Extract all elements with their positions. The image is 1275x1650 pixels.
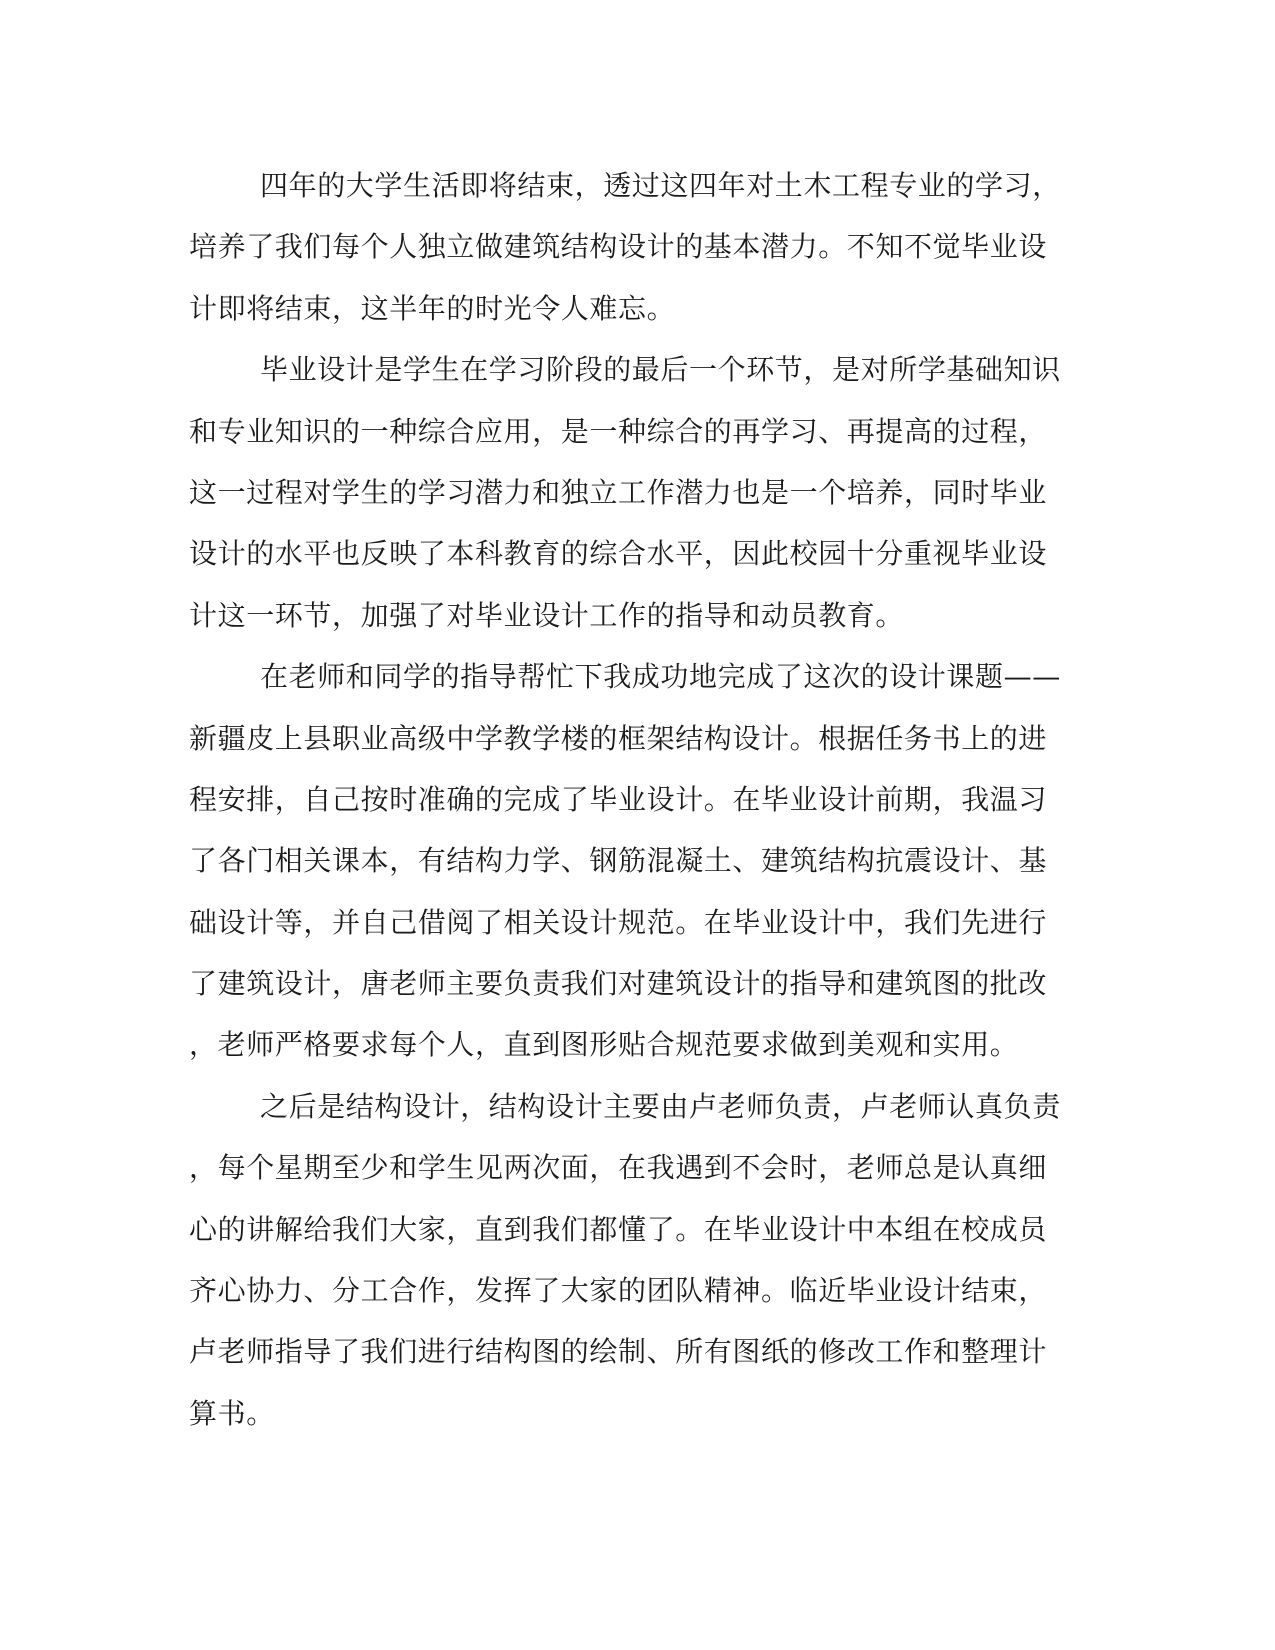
paragraph-line: 础设计等，并自己借阅了相关设计规范。在毕业设计中，我们先进行 [189,905,1048,939]
paragraph-line: 设计的水平也反映了本科教育的综合水平，因此校园十分重视毕业设 [189,537,1048,571]
paragraph-line: 计这一环节，加强了对毕业设计工作的指导和动员教育。 [189,598,905,632]
paragraph-line: 程安排，自己按时准确的完成了毕业设计。在毕业设计前期，我温习 [189,782,1048,816]
paragraph-line: ，老师严格要求每个人，直到图形贴合规范要求做到美观和实用。 [189,1028,1019,1062]
paragraph-line: ，每个星期至少和学生见两次面，在我遇到不会时，老师总是认真细 [189,1151,1048,1185]
paragraph-line: 之后是结构设计，结构设计主要由卢老师负责，卢老师认真负责 [260,1089,1061,1123]
paragraph-line: 培养了我们每个人独立做建筑结构设计的基本潜力。不知不觉毕业设 [189,230,1048,264]
document-body [189,155,1089,1444]
paragraph-line: 在老师和同学的指导帮忙下我成功地完成了这次的设计课题—— [260,660,1061,694]
paragraph-4 [189,1076,1089,1444]
paragraph-line: 四年的大学生活即将结束，透过这四年对土木工程专业的学习， [260,169,1061,202]
paragraph-line: 卢老师指导了我们进行结构图的绘制、所有图纸的修改工作和整理计 [189,1335,1048,1369]
paragraph-line: 计即将结束，这半年的时光令人难忘。 [189,291,676,325]
paragraph-line: 毕业设计是学生在学习阶段的最后一个环节，是对所学基础知识 [260,353,1061,387]
paragraph-line: 心的讲解给我们大家，直到我们都懂了。在毕业设计中本组在校成员 [189,1212,1048,1246]
paragraph-line: 和专业知识的一种综合应用，是一种综合的再学习、再提高的过程， [189,414,1048,448]
paragraph-line: 了建筑设计，唐老师主要负责我们对建筑设计的指导和建筑图的批改 [189,967,1048,1001]
paragraph-line: 了各门相关课本，有结构力学、钢筋混凝土、建筑结构抗震设计、基 [189,844,1048,878]
paragraph-line: 算书。 [189,1396,275,1430]
paragraph-line: 新疆皮上县职业高级中学教学楼的框架结构设计。根据任务书上的进 [189,721,1048,755]
paragraph-line: 这一过程对学生的学习潜力和独立工作潜力也是一个培养，同时毕业 [189,475,1048,509]
paragraph-line: 齐心协力、分工合作，发挥了大家的团队精神。临近毕业设计结束， [189,1274,1048,1308]
paragraph-2 [189,339,1089,646]
paragraph-3 [189,646,1089,1076]
paragraph-1 [189,155,1089,339]
